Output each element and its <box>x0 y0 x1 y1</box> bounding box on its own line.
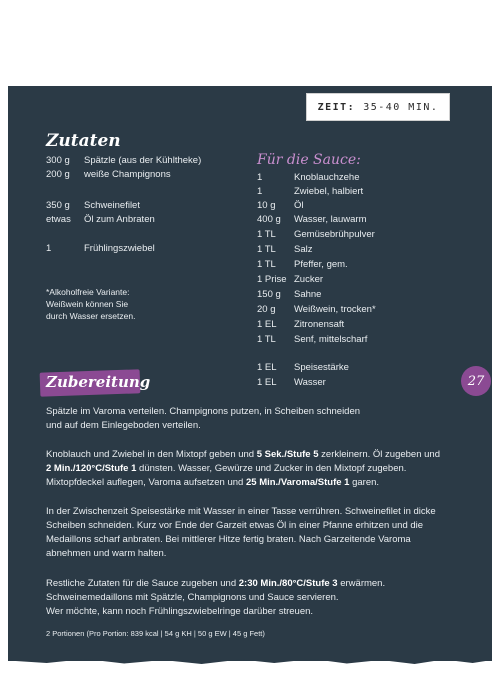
portions-nutrition: 2 Portionen (Pro Portion: 839 kcal | 54 g KH | 50 g EW | 45 g Fett) <box>46 629 265 638</box>
ingredient-qty: 1 EL <box>257 377 277 388</box>
ingredient-name: Wasser <box>294 377 326 388</box>
text-run: erwärmen. <box>337 578 386 589</box>
text-run: zerkleinern. Öl zugeben und <box>318 449 440 460</box>
ingredient-name: Spätzle (aus der Kühltheke) <box>84 155 202 166</box>
time-value: 35-40 MIN. <box>363 101 439 113</box>
step-paragraph-4 <box>46 577 446 619</box>
ingredient-qty: 200 g <box>46 169 70 180</box>
ingredient-name: Pfeffer, gem. <box>294 259 348 270</box>
step-paragraph-2 <box>46 448 446 490</box>
text-line: Spätzle im Varoma verteilen. Champignons putzen, in Scheiben schneiden <box>46 406 361 417</box>
page-number-badge <box>461 366 491 396</box>
alcohol-free-note <box>46 286 135 322</box>
text-line: abnehmen und warm halten. <box>46 548 167 559</box>
ingredient-name: Öl <box>294 200 304 211</box>
ingredient-qty: 10 g <box>257 200 276 211</box>
zubereitung-heading: Zubereitung <box>46 373 151 391</box>
ingredient-qty: 1 TL <box>257 229 276 240</box>
ingredient-qty: etwas <box>46 214 71 225</box>
zutaten-heading: Zutaten <box>46 131 121 151</box>
setting-highlight: 5 Sek./Stufe 5 <box>256 449 319 460</box>
ingredient-name: Sahne <box>294 289 322 300</box>
note-line: Weißwein können Sie <box>46 299 129 309</box>
ingredient-name: Weißwein, trocken* <box>294 304 376 315</box>
note-line: *Alkoholfreie Variante: <box>46 287 130 297</box>
text-line <box>46 462 446 476</box>
step-paragraph-3 <box>46 505 446 561</box>
ingredient-qty: 1 TL <box>257 244 276 255</box>
text-run: Mixtopfdeckel auflegen, Varoma aufsetzen und <box>46 477 246 488</box>
ingredient-qty: 150 g <box>257 289 281 300</box>
ingredient-qty: 1 <box>46 243 52 254</box>
setting-highlight: 2:30 Min./80°C/Stufe 3 <box>238 578 338 589</box>
text-line: Scheiben schneiden. Kurz vor Ende der Garzeit etwas Öl in einer Pfanne erhitzen und die <box>46 520 424 531</box>
text-line: In der Zwischenzeit Speisestärke mit Wasser in einer Tasse verrühren. Schweinefilet in dicke <box>46 506 436 517</box>
ingredient-name: Wasser, lauwarm <box>294 214 367 225</box>
ingredient-name: Frühlingszwiebel <box>84 243 155 254</box>
ingredient-qty: 20 g <box>257 304 276 315</box>
ingredient-qty: 400 g <box>257 214 281 225</box>
time-label-box <box>306 93 450 121</box>
ingredient-name: Speisestärke <box>294 362 349 373</box>
page-number: 27 <box>467 373 485 389</box>
text-line <box>46 577 446 591</box>
ingredient-qty: 1 TL <box>257 334 276 345</box>
ingredient-qty: 1 <box>257 186 263 197</box>
ingredient-name: Öl zum Anbraten <box>84 214 155 225</box>
text-line <box>46 448 446 462</box>
torn-bottom-edge <box>8 656 492 666</box>
text-line: Medaillons scharf anbraten. Bei mittlerer Hitze fertig braten. Nach Garzeitende Varoma <box>46 534 411 545</box>
setting-highlight: 25 Min./Varoma/Stufe 1 <box>245 477 350 488</box>
ingredient-qty: 350 g <box>46 200 70 211</box>
text-run: dünsten. Wasser, Gewürze und Zucker in den Mixtopf zugeben. <box>136 463 407 474</box>
ingredient-name: Gemüsebrühpulver <box>294 229 375 240</box>
ingredient-qty: 1 EL <box>257 319 277 330</box>
ingredient-name: Salz <box>294 244 313 255</box>
ingredient-name: Zwiebel, halbiert <box>294 186 364 197</box>
text-run: garen. <box>349 477 380 488</box>
ingredient-qty: 300 g <box>46 155 70 166</box>
time-label: ZEIT: <box>317 101 356 113</box>
ingredient-qty: 1 TL <box>257 259 276 270</box>
step-paragraph-1 <box>46 405 446 433</box>
ingredient-name: Senf, mittelscharf <box>294 334 368 345</box>
ingredient-qty: 1 Prise <box>257 274 287 285</box>
ingredient-name: Zitronensaft <box>294 319 345 330</box>
ingredient-qty: 1 <box>257 172 263 183</box>
ingredient-name: weiße Champignons <box>84 169 171 180</box>
text-line: und auf dem Einlegeboden verteilen. <box>46 420 201 431</box>
ingredient-name: Zucker <box>294 274 324 285</box>
text-line: Wer möchte, kann noch Frühlingszwiebelringe darüber streuen. <box>46 606 314 617</box>
ingredient-name: Schweinefilet <box>84 200 140 211</box>
ingredient-name: Knoblauchzehe <box>294 172 360 183</box>
text-line <box>46 476 446 490</box>
text-run: Knoblauch und Zwiebel in den Mixtopf geben und <box>46 449 257 460</box>
text-run: Restliche Zutaten für die Sauce zugeben und <box>46 578 239 589</box>
note-line: durch Wasser ersetzen. <box>46 311 136 321</box>
sauce-heading: Für die Sauce: <box>257 152 361 168</box>
setting-highlight: 2 Min./120°C/Stufe 1 <box>46 463 137 474</box>
ingredient-qty: 1 EL <box>257 362 277 373</box>
text-line: Schweinemedaillons mit Spätzle, Champignons und Sauce servieren. <box>46 592 339 603</box>
